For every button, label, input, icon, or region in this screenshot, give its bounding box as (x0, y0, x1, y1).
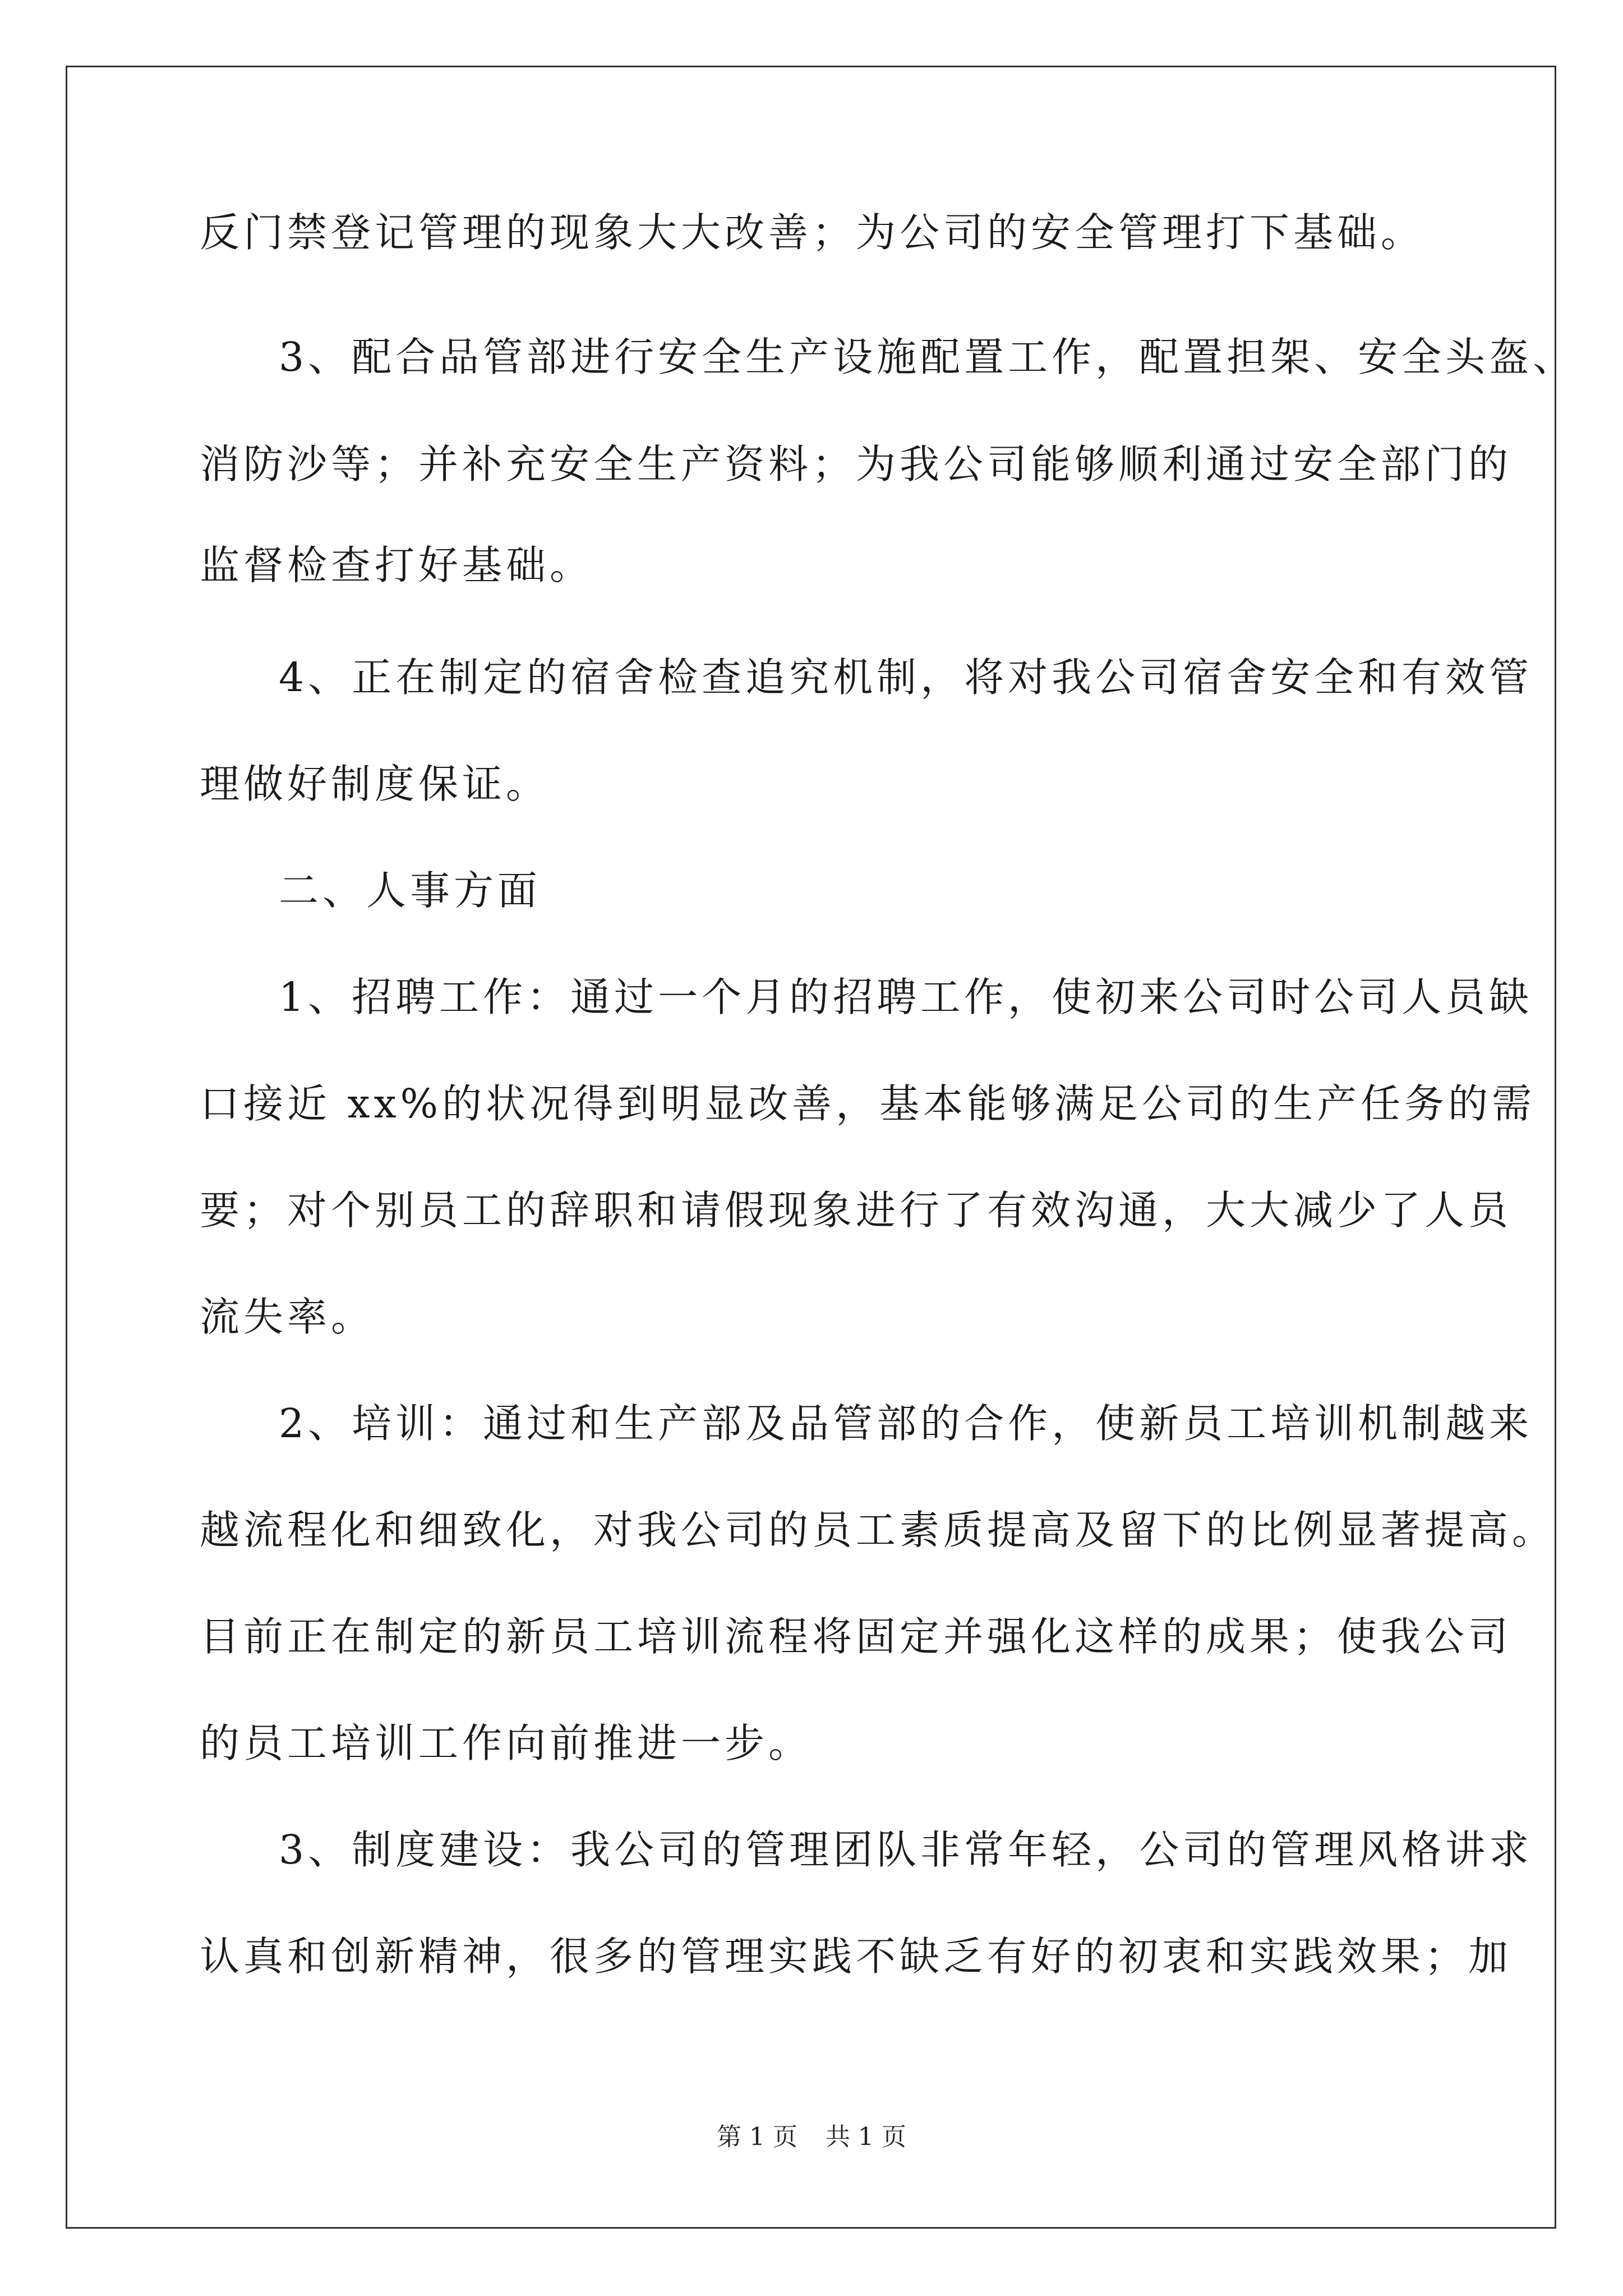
page-number: 第 1 页 (717, 2123, 797, 2151)
text-line: 的员工培训工作向前推进一步。 (200, 1720, 813, 1766)
text-line: 越流程化和细致化，对我公司的员工素质提高及留下的比例显著提高。 (200, 1507, 1556, 1553)
total-pages: 共 1 页 (826, 2123, 906, 2151)
text-line: 3、配合品管部进行安全生产设施配置工作，配置担架、安全头盔、 (279, 334, 1577, 380)
page-border (66, 66, 1556, 2229)
text-line: 监督检查打好基础。 (200, 542, 594, 588)
text-line: 2、培训：通过和生产部及品管部的合作，使新员工培训机制越来 (279, 1400, 1533, 1447)
section-heading: 二、人事方面 (279, 867, 542, 914)
text-line: 消防沙等；并补充安全生产资料；为我公司能够顺利通过安全部门的 (200, 441, 1513, 487)
text-line: 口接近 xx%的状况得到明显改善，基本能够满足公司的生产任务的需 (200, 1080, 1536, 1127)
text-line: 认真和创新精神，很多的管理实践不缺乏有好的初衷和实践效果；加 (200, 1933, 1513, 1980)
text-line: 要；对个别员工的辞职和请假现象进行了有效沟通，大大减少了人员 (200, 1187, 1513, 1234)
text-line: 目前正在制定的新员工培训流程将固定并强化这样的成果；使我公司 (200, 1613, 1513, 1660)
page-footer (0, 2120, 1623, 2154)
text-line: 3、制度建设：我公司的管理团队非常年轻，公司的管理风格讲求 (279, 1826, 1533, 1873)
text-line: 流失率。 (200, 1294, 375, 1340)
text-line: 反门禁登记管理的现象大大改善；为公司的安全管理打下基础。 (200, 209, 1425, 256)
text-line: 理做好制度保证。 (200, 761, 550, 807)
text-line: 1、招聘工作：通过一个月的招聘工作，使初来公司时公司人员缺 (279, 974, 1533, 1020)
text-line: 4、正在制定的宿舍检查追究机制，将对我公司宿舍安全和有效管 (279, 654, 1533, 701)
